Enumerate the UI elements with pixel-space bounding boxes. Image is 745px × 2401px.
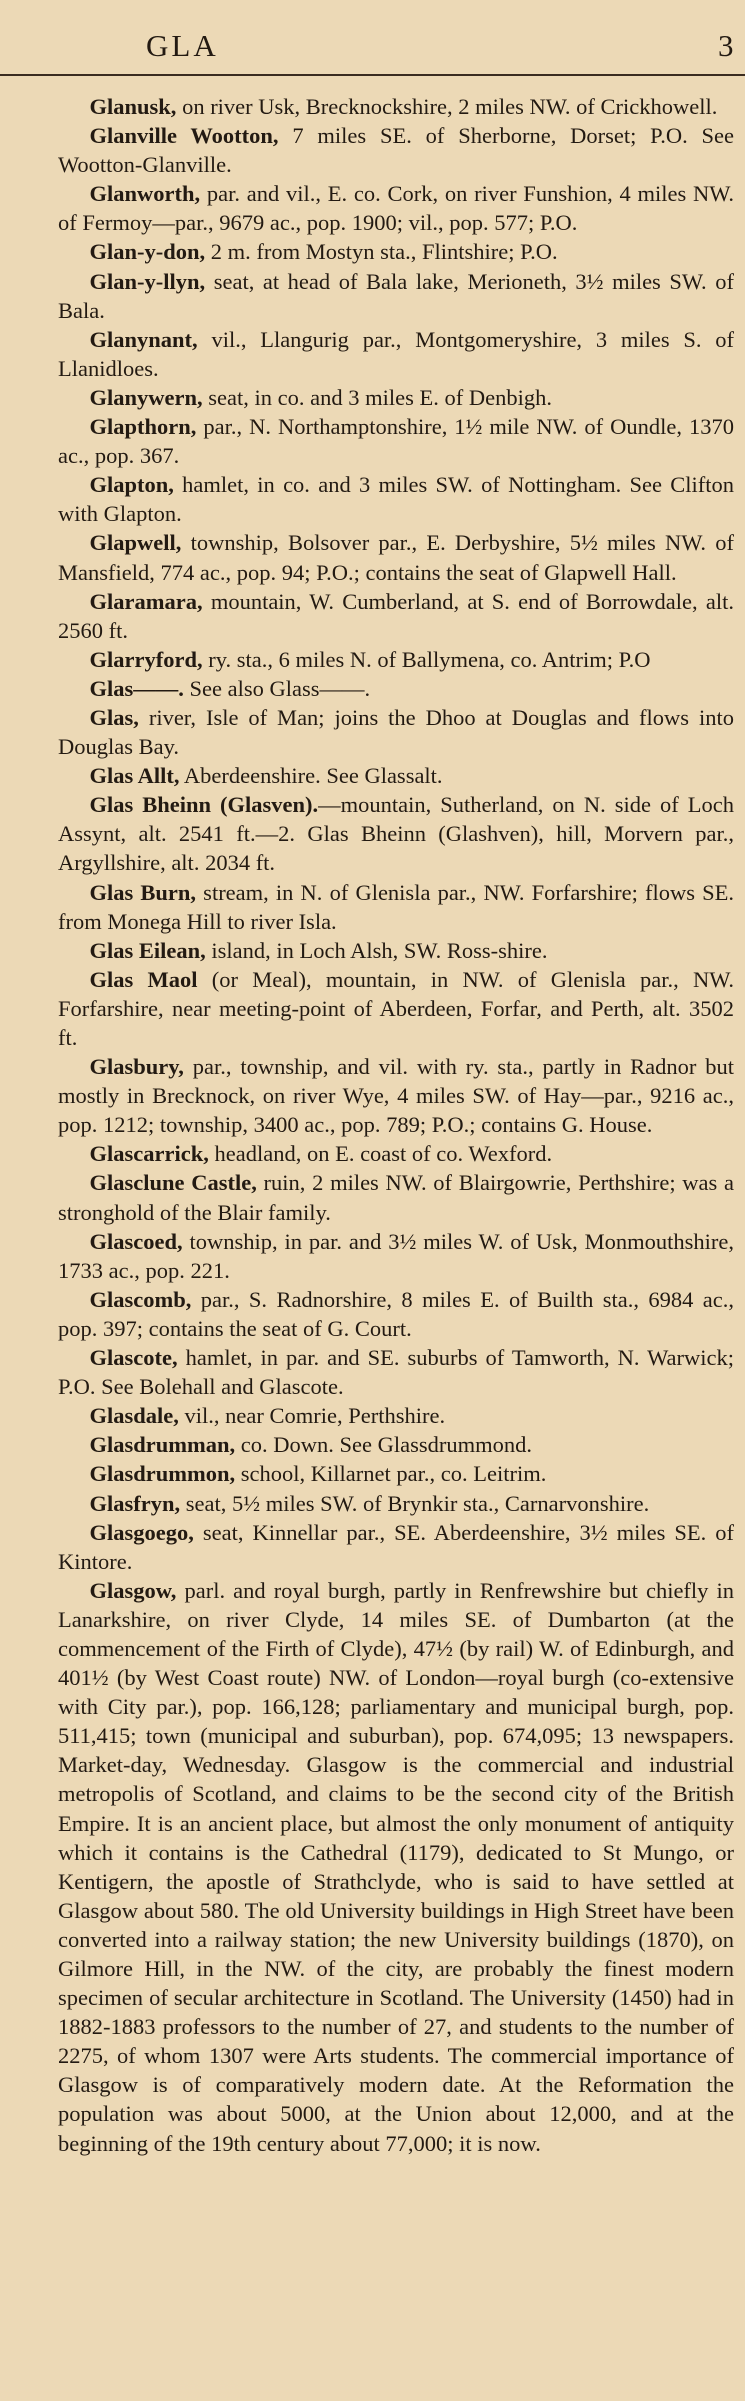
gazetteer-entry	[58, 1430, 734, 1459]
entry-headword: Glasbury,	[89, 1054, 184, 1080]
entry-text: co. Down. See Glassdrummond.	[235, 1432, 532, 1458]
entry-headword: Glas Eilean,	[89, 937, 206, 963]
entry-list	[58, 92, 734, 2158]
gazetteer-entry	[58, 936, 734, 965]
entry-text: —mountain, Sutherland, on N. side of Loch Assynt, alt. 2541 ft.—2. Glas Bheinn (Glashven), hill, Morvern par., Argyllshire, alt. 2034 ft.	[58, 792, 734, 876]
entry-text: mountain, W. Cumberland, at S. end of Borrowdale, alt. 2560 ft.	[58, 588, 734, 643]
gazetteer-entry	[58, 325, 734, 383]
entry-text: parl. and royal burgh, partly in Renfrewshire but chiefly in Lanarkshire, on river Clyde, 14 miles SE. of Dumbarton (at the commencement of the Firth of Clyde), 47½ (by rail) W. of Edinburgh, and 401½ (by West Coast route) NW. of London—royal burgh (co-extensive with City par.), pop. 166,128; parliamentary and municipal burgh, pop. 511,415; town (municipal and suburban), pop. 674,095; 13 newspapers. Market-day, Wednesday. Glasgow is the commercial and industrial metropolis of Scotland, and claims to be the second city of the British Empire. It is an ancient place, but almost the only monument of antiquity which it contains is the Cathedral (1179), dedicated to St Mungo, or Kentigern, the apostle of Strathclyde, who is said to have settled at Glasgow about 580. The old University buildings in High Street have been converted into a railway station; the new University buildings (1870), on Gilmore Hill, in the NW. of the city, are probably the finest modern specimen of secular architecture in Scotland. The University (1450) had in 1882-1883 professors to the number of 27, and students to the number of 2275, of whom 1307 were Arts students. The commercial importance of Glasgow is of comparatively modern date. At the Reformation the population was about 5000, at the Union about 12,000, and at the beginning of the 19th century about 77,000; it is now.	[58, 1577, 734, 2156]
entry-headword: Glasclune Castle,	[89, 1170, 257, 1196]
gazetteer-entry	[58, 121, 734, 179]
entry-text: par. and vil., E. co. Cork, on river Funshion, 4 miles NW. of Fermoy—par., 9679 ac., pop. 1900; vil., pop. 577; P.O.	[58, 181, 734, 236]
gazetteer-entry	[58, 1576, 734, 2158]
entry-text: seat, at head of Bala lake, Merioneth, 3½ miles SW. of Bala.	[58, 268, 734, 323]
entry-headword: Glasgow,	[89, 1577, 177, 1603]
entry-text: hamlet, in par. and SE. suburbs of Tamworth, N. Warwick; P.O. See Bolehall and Glascote.	[58, 1345, 734, 1400]
gazetteer-entry	[58, 237, 734, 266]
gazetteer-entry	[58, 790, 734, 877]
entry-headword: Glas Allt,	[89, 763, 180, 789]
gazetteer-entry	[58, 179, 734, 237]
entry-headword: Glarryford,	[89, 646, 203, 672]
gazetteer-entry	[58, 383, 734, 412]
gazetteer-entry	[58, 1459, 734, 1488]
entry-headword: Glan-y-don,	[89, 239, 206, 265]
entry-headword: Glan-y-llyn,	[89, 268, 206, 294]
gazetteer-entry	[58, 761, 734, 790]
entry-text: par., S. Radnorshire, 8 miles E. of Builth sta., 6984 ac., pop. 397; contains the seat of G. Court.	[58, 1286, 734, 1341]
entry-text: vil., Llangurig par., Montgomeryshire, 3 miles S. of Llanidloes.	[58, 326, 734, 381]
gazetteer-entry	[58, 267, 734, 325]
entry-headword: Glascote,	[89, 1345, 178, 1371]
entry-headword: Glanusk,	[89, 94, 177, 119]
entry-text: seat, 5½ miles SW. of Brynkir sta., Carnarvonshire.	[180, 1490, 650, 1516]
entry-text: on river Usk, Brecknockshire, 2 miles NW. of Crickhowell.	[176, 94, 718, 119]
entry-headword: Glas Maol	[89, 966, 198, 992]
entry-text: headland, on E. coast of co. Wexford.	[208, 1141, 553, 1167]
gazetteer-entry	[58, 703, 734, 761]
entry-headword: Glapton,	[89, 472, 174, 498]
entry-headword: Glasfryn,	[89, 1490, 181, 1516]
gazetteer-entry	[58, 1285, 734, 1343]
entry-headword: Glanywern,	[89, 384, 203, 410]
entry-headword: Glas Bheinn (Glasven).	[89, 792, 319, 818]
entry-headword: Glaramara,	[89, 588, 203, 614]
entry-text: 7 miles SE. of Sherborne, Dorset; P.O. See Wootton-Glanville.	[58, 123, 734, 178]
gazetteer-entry	[58, 1401, 734, 1430]
page-number: 3	[718, 28, 734, 63]
entry-text: seat, Kinnellar par., SE. Aberdeenshire, 3½ miles SE. of Kintore.	[58, 1519, 734, 1574]
entry-text: par., township, and vil. with ry. sta., partly in Radnor but mostly in Brecknock, on river Wye, 4 miles SW. of Hay—par., 9216 ac., pop. 1212; township, 3400 ac., pop. 789; P.O.; contains G. House.	[58, 1054, 734, 1138]
entry-headword: Glascarrick,	[89, 1141, 209, 1167]
entry-headword: Glanville Wootton,	[89, 123, 279, 149]
gazetteer-entry	[58, 1518, 734, 1576]
entry-text: island, in Loch Alsh, SW. Ross-shire.	[205, 937, 548, 963]
gazetteer-entry	[58, 92, 734, 121]
entry-text: 2 m. from Mostyn sta., Flintshire; P.O.	[205, 239, 558, 265]
entry-headword: Glas Burn,	[89, 879, 197, 905]
entry-headword: Glapwell,	[89, 530, 182, 556]
entry-text: stream, in N. of Glenisla par., NW. Forfarshire; flows SE. from Monega Hill to river Isla.	[58, 879, 734, 934]
entry-text: river, Isle of Man; joins the Dhoo at Douglas and flows into Douglas Bay.	[58, 704, 734, 760]
entry-text: Aberdeenshire. See Glassalt.	[179, 763, 443, 789]
running-head	[0, 0, 745, 70]
gazetteer-entry	[58, 645, 734, 674]
entry-headword: Glasdrummon,	[89, 1461, 236, 1487]
gazetteer-entry	[58, 1168, 734, 1226]
gazetteer-entry	[58, 1139, 734, 1168]
entry-headword: Glascomb,	[89, 1286, 192, 1312]
entry-text: hamlet, in co. and 3 miles SW. of Nottingham. See Clifton with Glapton.	[58, 472, 734, 527]
header-rule	[0, 74, 745, 76]
gazetteer-entry	[58, 1489, 734, 1518]
gazetteer-entry	[58, 412, 734, 470]
running-head-word: GLA	[146, 28, 219, 63]
entry-headword: Glas——.	[89, 675, 184, 701]
gazetteer-entry	[58, 587, 734, 645]
entry-headword: Glanynant,	[89, 326, 198, 352]
entry-headword: Glasdale,	[89, 1403, 179, 1429]
entry-text: par., N. Northamptonshire, 1½ mile NW. of Oundle, 1370 ac., pop. 367.	[58, 414, 734, 469]
gazetteer-entry	[58, 674, 734, 703]
entry-text: ruin, 2 miles NW. of Blairgowrie, Perthshire; was a stronghold of the Blair family.	[58, 1170, 734, 1225]
entry-text: vil., near Comrie, Perthshire.	[178, 1403, 446, 1429]
entry-text: ry. sta., 6 miles N. of Ballymena, co. Antrim; P.O	[202, 646, 651, 672]
gazetteer-entry	[58, 1052, 734, 1139]
entry-headword: Glasdrumman,	[89, 1432, 236, 1458]
entry-text: township, Bolsover par., E. Derbyshire, 5½ miles NW. of Mansfield, 774 ac., pop. 94; P.O.; contains the seat of Glapwell Hall.	[58, 530, 734, 585]
entry-headword: Glascoed,	[89, 1228, 183, 1254]
gazetteer-entry	[58, 470, 734, 528]
entry-headword: Glanworth,	[89, 181, 201, 207]
entry-text: seat, in co. and 3 miles E. of Denbigh.	[202, 384, 552, 410]
entry-headword: Glasgoego,	[89, 1519, 194, 1545]
gazetteer-entry	[58, 965, 734, 1052]
gazetteer-entry	[58, 1227, 734, 1285]
gazetteer-entry	[58, 528, 734, 586]
entry-text: school, Killarnet par., co. Leitrim.	[235, 1461, 547, 1487]
entry-text: township, in par. and 3½ miles W. of Usk, Monmouthshire, 1733 ac., pop. 221.	[58, 1228, 734, 1283]
entry-headword: Glapthorn,	[89, 414, 197, 440]
entry-text: (or Meal), mountain, in NW. of Glenisla par., NW. Forfarshire, near meeting-point of Aberdeen, Forfar, and Perth, alt. 3502 ft.	[58, 966, 734, 1050]
entry-text: See also Glass——.	[183, 675, 371, 701]
entry-headword: Glas,	[89, 704, 139, 730]
gazetteer-entry	[58, 1343, 734, 1401]
gazetteer-entry	[58, 878, 734, 936]
